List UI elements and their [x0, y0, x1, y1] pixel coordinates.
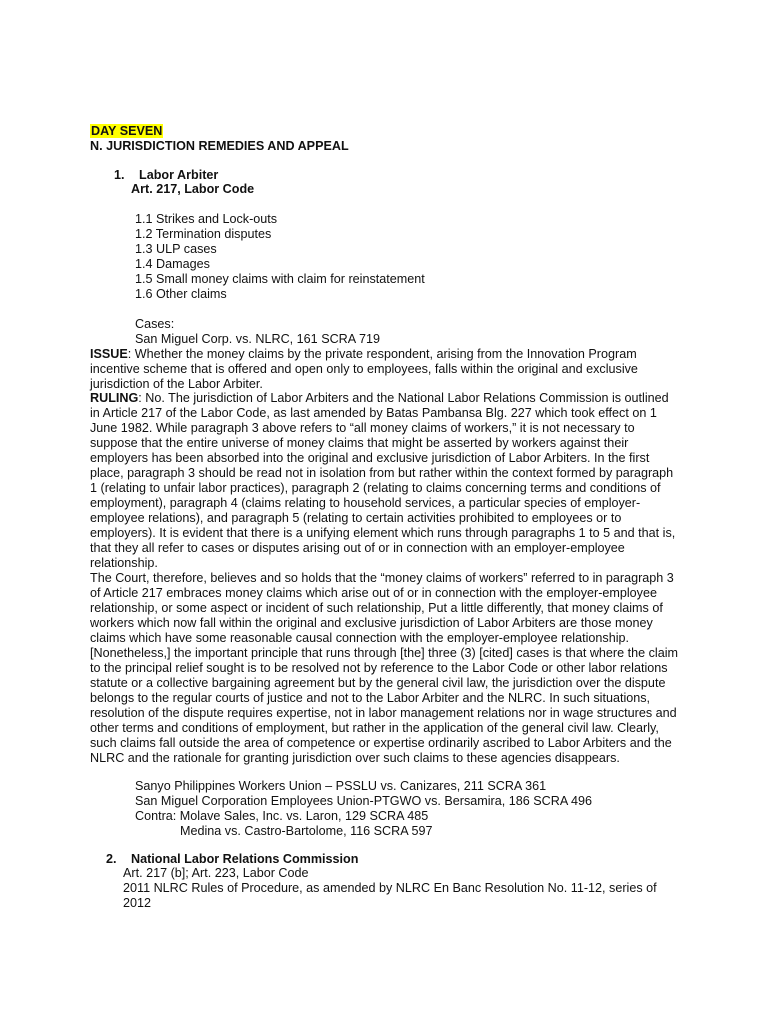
ruling-line: relationship.: [90, 556, 158, 570]
ruling-line: belongs to the regular courts of justice and not to the Labor Arbiter and the NLRC. In such situations,: [90, 691, 651, 705]
list-item: 1.4 Damages: [135, 257, 210, 271]
issue-line: jurisdiction of the Labor Arbiter.: [90, 377, 263, 391]
ruling-line: suppose that the entire universe of money claims that might be asserted by workers against their: [90, 436, 629, 450]
case-citation: Medina vs. Castro-Bartolome, 116 SCRA 597: [180, 824, 433, 838]
ruling-line: employers has been absorbed into the original and exclusive jurisdiction of Labor Arbiters. In the first: [90, 451, 650, 465]
ruling-line: statute or a collective bargaining agreement but by the general civil law, the jurisdiction over the dispute: [90, 676, 666, 690]
ruling-line: of Article 217 embraces money claims which arise out of or in connection with the employer-employee: [90, 586, 657, 600]
labor-arbiter-article: Art. 217, Labor Code: [131, 182, 255, 196]
list-item: 1.3 ULP cases: [135, 242, 217, 256]
nlrc-number: 2.: [106, 852, 117, 866]
labor-arbiter-title: Labor Arbiter: [139, 168, 219, 182]
case-citation: San Miguel Corporation Employees Union-PTGWO vs. Bersamira, 186 SCRA 496: [135, 794, 593, 808]
list-item: 1.2 Termination disputes: [135, 227, 272, 241]
ruling-line: NLRC and the rationale for granting jurisdiction over such claims to these agencies disappears.: [90, 751, 620, 765]
ruling-line: The Court, therefore, believes and so holds that the “money claims of workers” referred to in paragraph 3: [90, 571, 674, 585]
issue-text: : Whether the money claims by the private respondent, arising from the Innovation Program: [127, 347, 637, 361]
labor-arbiter-number: 1.: [114, 168, 125, 182]
list-item: 1.6 Other claims: [135, 287, 227, 301]
nlrc-rules: 2011 NLRC Rules of Procedure, as amended by NLRC En Banc Resolution No. 11-12, series of: [123, 881, 657, 895]
nlrc-title: National Labor Relations Commission: [131, 852, 359, 866]
ruling-line: employment), paragraph 4 (claims relating to household services, a particular species of employer-: [90, 496, 641, 510]
ruling-line: [90, 391, 669, 406]
ruling-line: resolution of the dispute requires expertise, not in labor management relations nor in wage structures and: [90, 706, 677, 720]
ruling-line: employers). It is evident that there is a unifying element which runs through paragraphs 1 to 5 and that is,: [90, 526, 676, 540]
nlrc-articles: Art. 217 (b]; Art. 223, Labor Code: [123, 866, 309, 880]
labor-arbiter-heading: [114, 168, 218, 183]
day-label: [90, 124, 163, 139]
ruling-line: employee relations), and paragraph 5 (relating to certain activities prohibited to employees or to: [90, 511, 622, 525]
case-citation: Sanyo Philippines Workers Union – PSSLU vs. Canizares, 211 SCRA 361: [135, 779, 547, 793]
issue-line: incentive scheme that is offered and open only to employees, falls within the original and exclusive: [90, 362, 638, 376]
ruling-line: other terms and conditions of employment, but rather in the application of the general civil law. Clearly,: [90, 721, 659, 735]
case-citation: Contra: Molave Sales, Inc. vs. Laron, 129 SCRA 485: [135, 809, 429, 823]
nlrc-rules: 2012: [123, 896, 152, 910]
nlrc-heading: [106, 852, 358, 867]
ruling-line: [Nonetheless,] the important principle that runs through [the] three (3) [cited] cases is that where the claim: [90, 646, 679, 660]
ruling-line: 1 (relating to unfair labor practices), paragraph 2 (relating to claims concerning terms and conditions of: [90, 481, 661, 495]
issue-label: ISSUE: [90, 347, 128, 361]
case-citation: San Miguel Corp. vs. NLRC, 161 SCRA 719: [135, 332, 380, 346]
ruling-line: June 1982. While paragraph 3 above refers to “all money claims of workers,” it is not necessary to: [90, 421, 635, 435]
ruling-line: in Article 217 of the Labor Code, as last amended by Batas Pambansa Blg. 227 which took effect on 1: [90, 406, 657, 420]
ruling-line: workers which now fall within the original and exclusive jurisdiction of Labor Arbiters are those money: [90, 616, 653, 630]
day-label-highlight: DAY SEVEN: [91, 124, 163, 138]
list-item: 1.5 Small money claims with claim for reinstatement: [135, 272, 425, 286]
section-title: N. JURISDICTION REMEDIES AND APPEAL: [90, 139, 349, 153]
issue-line: [90, 347, 637, 362]
list-item: 1.1 Strikes and Lock-outs: [135, 212, 278, 226]
ruling-line: relationship, or some aspect or incident of such relationship, Put a little differently, that money claims of: [90, 601, 663, 615]
ruling-line: that they all refer to cases or disputes arising out of or in connection with an employer-employee: [90, 541, 625, 555]
ruling-line: to the principal relief sought is to be resolved not by reference to the Labor Code or other labor relations: [90, 661, 668, 675]
ruling-line: claims which have some reasonable causal connection with the employer-employee relationship.: [90, 631, 630, 645]
ruling-line: place, paragraph 3 should be read not in isolation from but rather within the context formed by paragraph: [90, 466, 674, 480]
ruling-text: : No. The jurisdiction of Labor Arbiters and the National Labor Relations Commission is outlined: [138, 391, 669, 405]
ruling-label: RULING: [90, 391, 139, 405]
ruling-line: such claims fall outside the area of competence or expertise ordinarily ascribed to Labor Arbiters and the: [90, 736, 672, 750]
cases-label: Cases:: [135, 317, 175, 331]
